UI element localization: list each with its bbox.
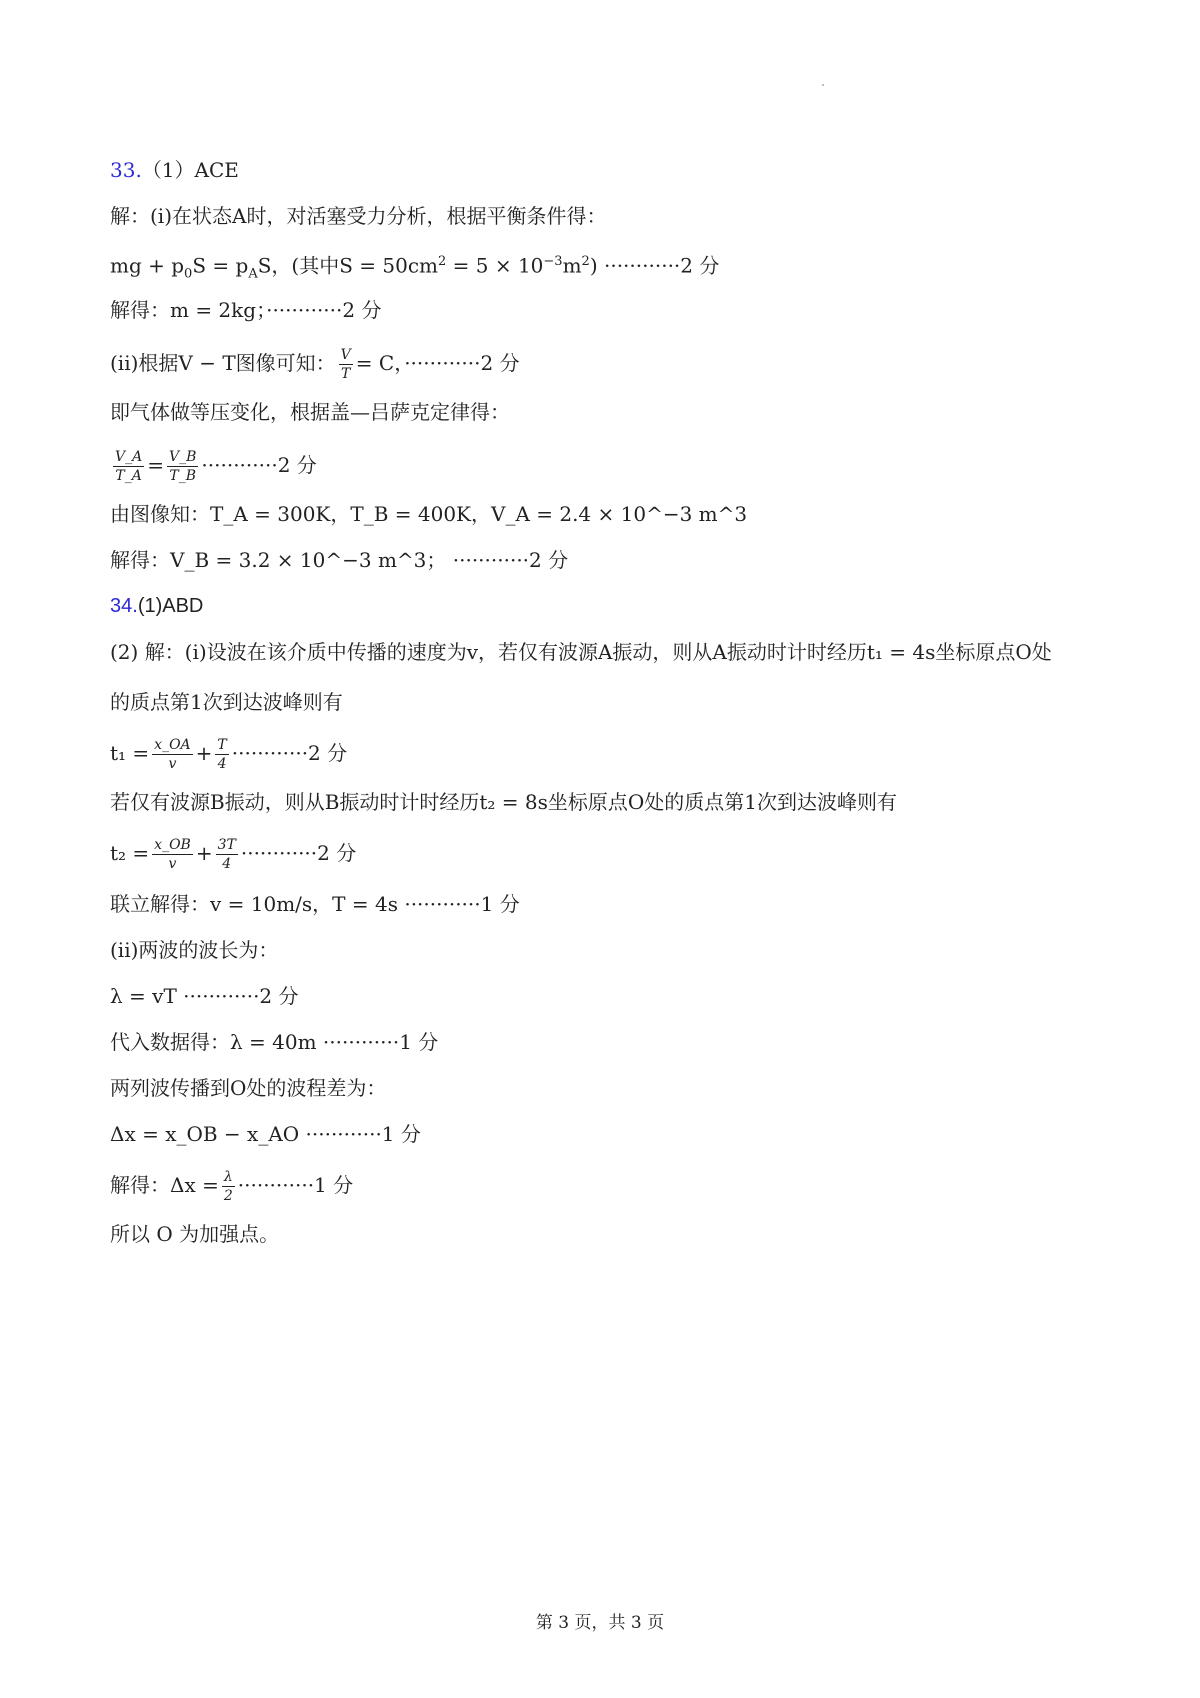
- fraction-t-over-4: $\frac{T}{4}$: [217, 737, 227, 772]
- fraction-3t-over-4: $\frac{3T}{4}$: [217, 837, 236, 872]
- q34-line-12: 解得：Δx = $\frac{\lambda}{2}$ ············1 分: [110, 1169, 354, 1204]
- scan-speck: [822, 84, 824, 86]
- q34-line-11: Δx = x_OB − x_AO ············1 分: [110, 1122, 421, 1146]
- fraction-lambda-over-2: $\frac{\lambda}{2}$: [223, 1169, 233, 1204]
- page-footer: 第 3 页，共 3 页: [535, 1613, 665, 1633]
- q33-line-2: mg + $p_0S = p_AS$，(其中$S = 50cm^2 = 5 \times 10^{-3}m^2) \cdot\cdot\cdot\cdot\cdot\cdot\cdot\cdot\cdot\cdot\cdot\cdot 2$ 分: [110, 253, 720, 282]
- q34-line-13: 所以 O 为加强点。: [110, 1222, 280, 1246]
- fraction-v-over-t: $\frac{V}{T}$: [340, 347, 351, 382]
- q34-line-9: 代入数据得：λ = 40m ············1 分: [110, 1030, 439, 1054]
- q34-line-3: t₁ = $\frac{x\_OA}{v}$ + $\frac{T}{4}$ ············2 分: [110, 737, 348, 772]
- q34-part1-answer: (1)ABD: [137, 595, 204, 617]
- q33-line-5: 即气体做等压变化，根据盖—吕萨克定律得：: [110, 400, 510, 424]
- q34-line-10: 两列波传播到O处的波程差为：: [110, 1076, 387, 1100]
- q33-line-4: (ii)根据V − T图像可知： $\frac{V}{T}$ = C，············2 分: [110, 347, 520, 382]
- q33-line-1: 解：(i)在状态A时，对活塞受力分析，根据平衡条件得：: [110, 204, 607, 228]
- q34-number: 34.: [110, 595, 138, 617]
- q34-line-8: λ = vT ············2 分: [110, 984, 299, 1008]
- q34-line-6: 联立解得：v = 10m/s，T = 4s ············1 分: [110, 892, 520, 916]
- fraction-va-over-ta: $\frac{V\_A}{T\_A}$: [115, 449, 143, 484]
- q34-line-2: 的质点第1次到达波峰则有: [110, 690, 343, 714]
- q34-line-1: (2) 解：(i)设波在该介质中传播的速度为v，若仅有波源A振动，则从A振动时计时经历t₁ = 4s坐标原点O处: [110, 640, 1052, 664]
- q34-heading: [110, 592, 203, 620]
- q33-part1-answer: （1）ACE: [141, 158, 239, 182]
- q33-line-6: $\frac{V\_A}{T\_A}$ = $\frac{V\_B}{T\_B}$ ············2 分: [115, 449, 317, 484]
- fraction-xoa-over-v: $\frac{x\_OA}{v}$: [154, 737, 191, 772]
- q34-line-4: 若仅有波源B振动，则从B振动时计时经历t₂ = 8s坐标原点O处的质点第1次到达波峰则有: [110, 790, 898, 814]
- q33-line-7: 由图像知：T_A = 300K，T_B = 400K，V_A = 2.4 × 10^−3 m^3: [110, 502, 748, 526]
- q33-line-3: 解得：m = 2kg；············2 分: [110, 298, 382, 322]
- fraction-vb-over-tb: $\frac{V\_B}{T\_B}$: [169, 449, 197, 484]
- q33-number: 33.: [110, 158, 142, 182]
- fraction-xob-over-v: $\frac{x\_OB}{v}$: [154, 837, 191, 872]
- q34-line-5: t₂ = $\frac{x\_OB}{v}$ + $\frac{3T}{4}$ ············2 分: [110, 837, 357, 872]
- q33-line-8: 解得：V_B = 3.2 × 10^−3 m^3； ············2 分: [110, 548, 569, 572]
- q33-heading: [110, 156, 239, 184]
- q34-line-7: (ii)两波的波长为：: [110, 938, 279, 962]
